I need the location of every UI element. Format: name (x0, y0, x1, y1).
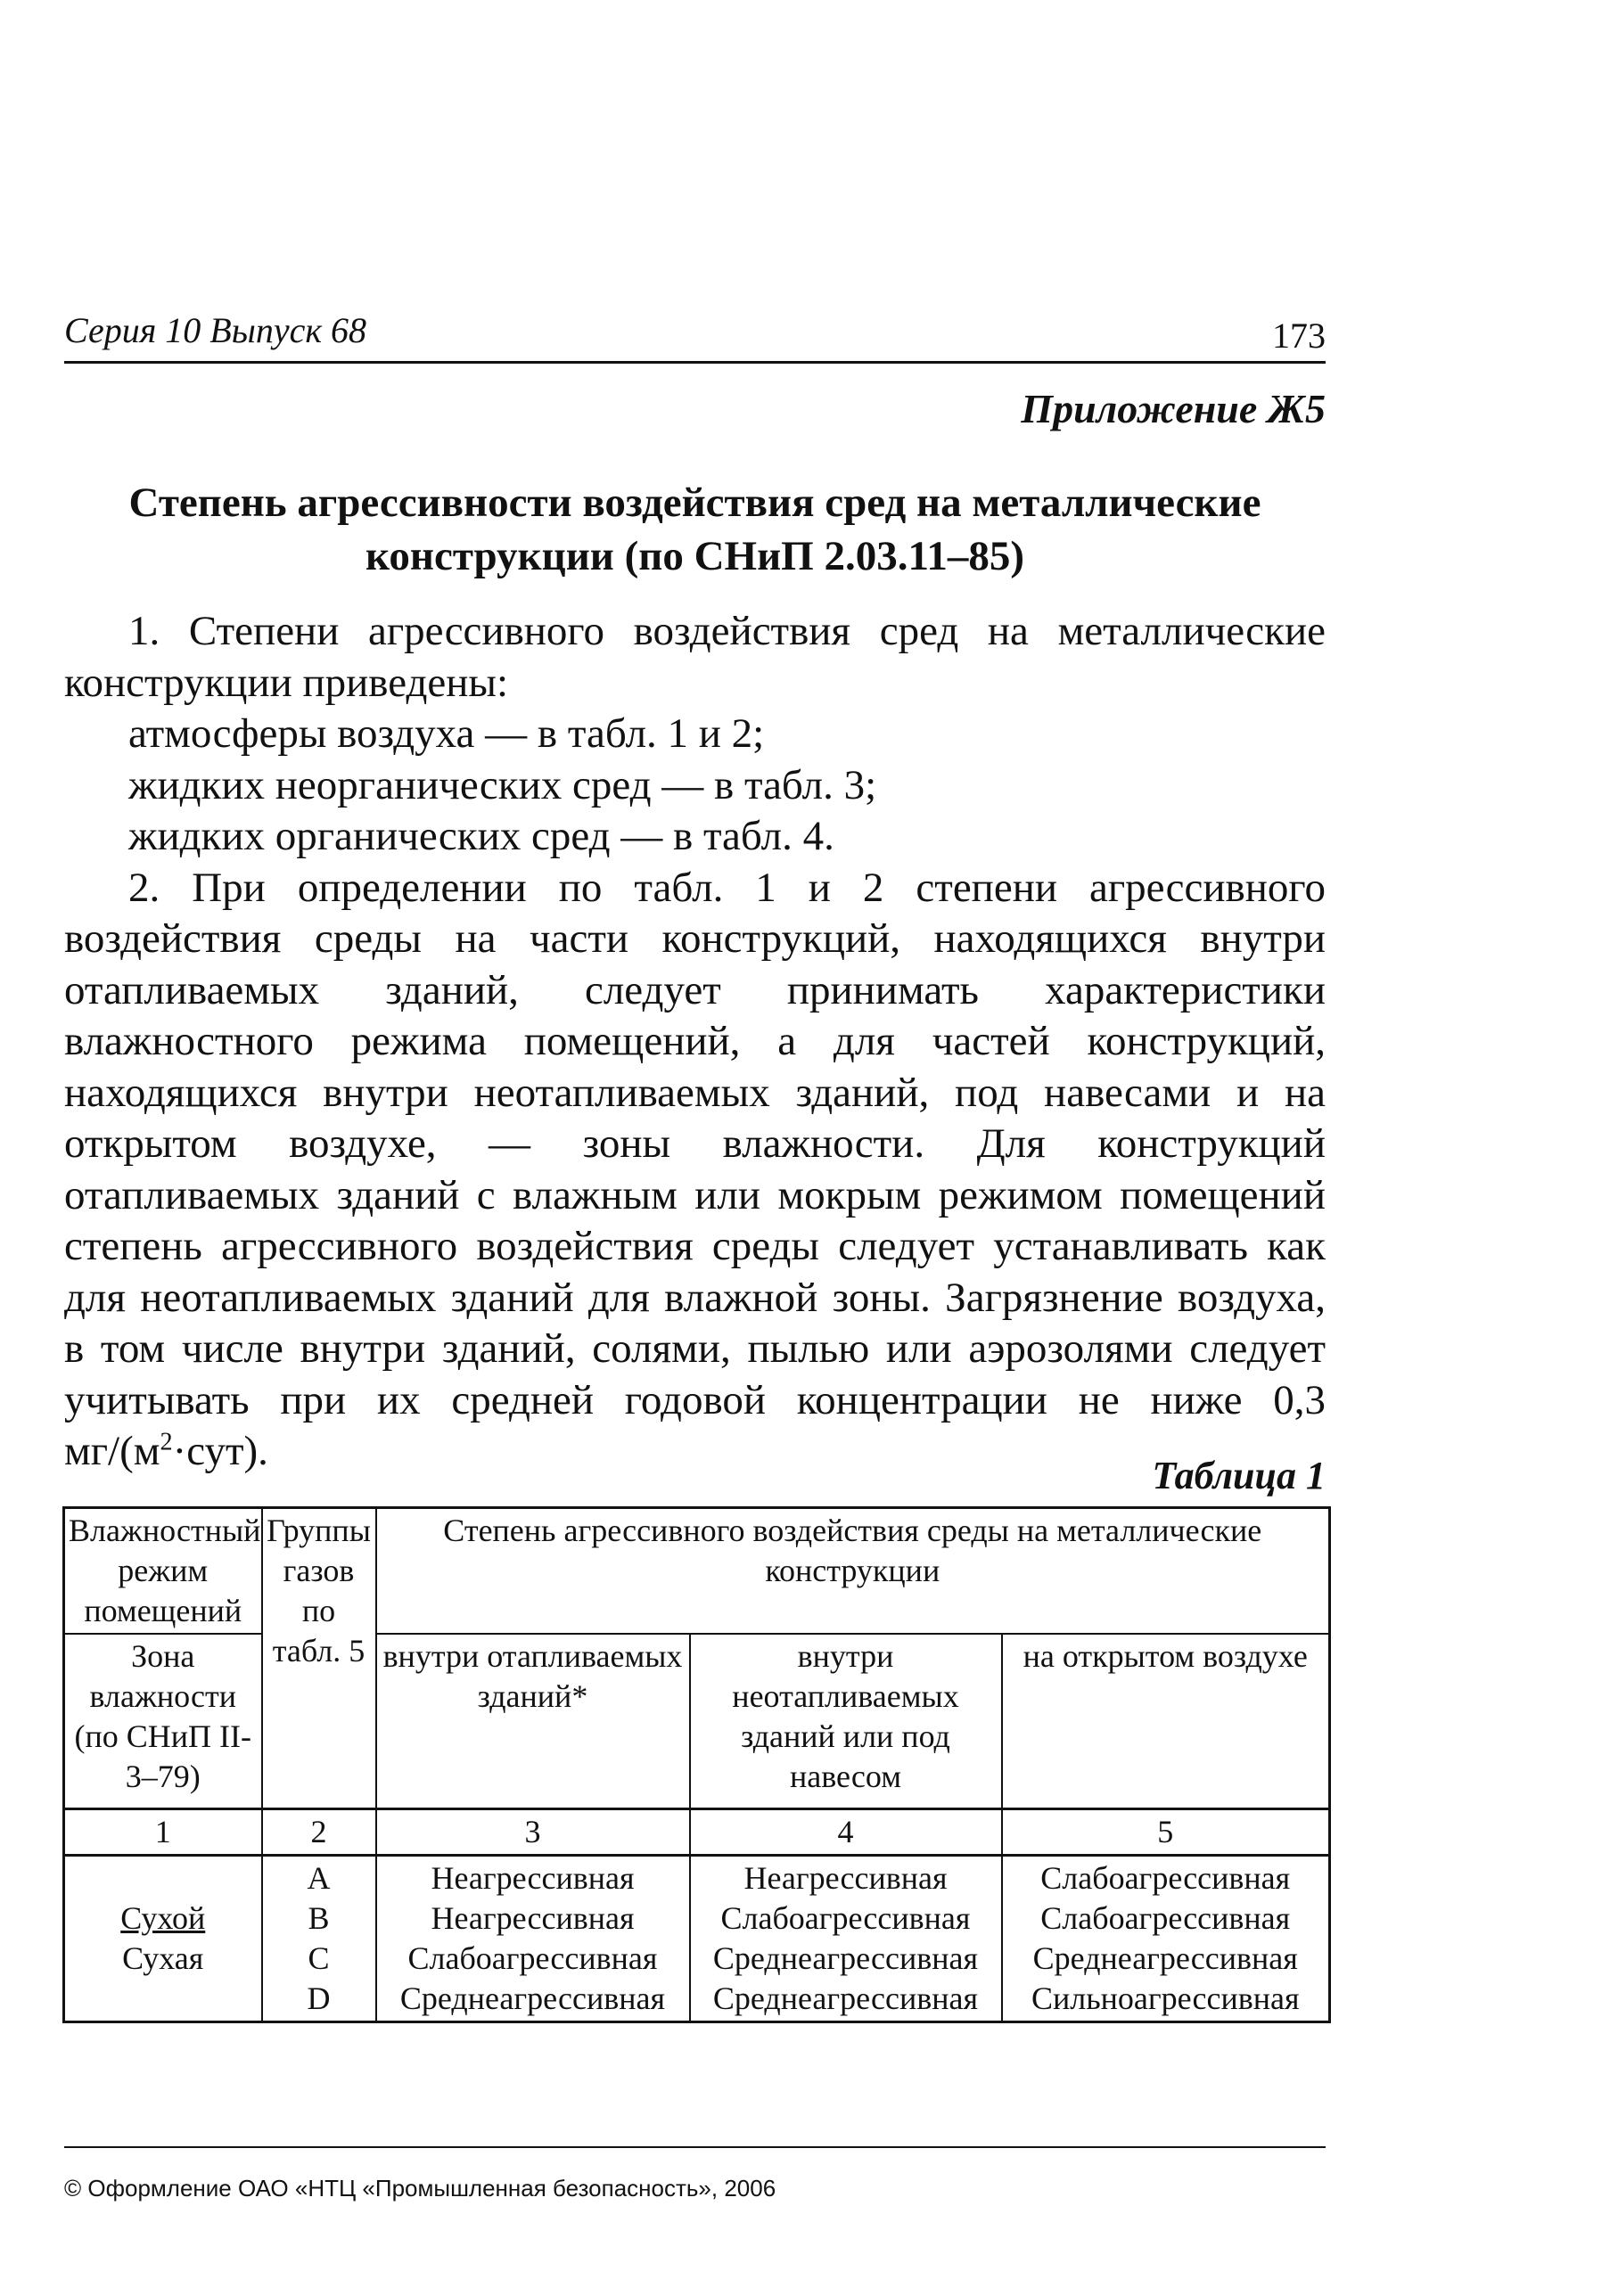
outdoor-values-cell (1002, 1856, 1330, 2022)
paragraph-1: 1. Степени агрессивного воздействия сред на металлические конструкции приведены: (64, 608, 1326, 706)
list-item: жидких неорганических сред — в табл. 3; (128, 761, 877, 808)
document-title (64, 476, 1326, 583)
page-number: 173 (1272, 316, 1326, 356)
header-unheated-buildings: внутри неотапливаемых зданий или под навесом (690, 1634, 1002, 1809)
header-humidity-mode: Влажностный режим помещений (64, 1508, 262, 1635)
column-number: 3 (376, 1809, 690, 1856)
title-line-2: конструкции (по СНиП 2.03.11–85) (365, 533, 1025, 579)
paragraph-2 (64, 863, 1326, 1478)
header-aggressiveness-group: Степень агрессивного воздействия среды на металлические конструкции (376, 1508, 1330, 1635)
row-humidity-label (64, 1856, 262, 2022)
unheated-value: Слабоагрессивная (720, 1900, 971, 1936)
body-text (64, 606, 1326, 1478)
table-header-row (64, 1508, 1330, 1635)
table-row (64, 1856, 1330, 2022)
heated-value: Неагрессивная (431, 1860, 635, 1896)
title-line-1: Степень агрессивности воздействия сред на металлические (128, 480, 1261, 526)
footer-rule (64, 2146, 1326, 2148)
column-number: 5 (1002, 1809, 1330, 1856)
gas-group: B (308, 1900, 330, 1936)
header-outdoor: на открытом воздухе (1002, 1634, 1330, 1809)
table-label: Таблица 1 (1152, 1454, 1326, 1497)
table-subheader-row (64, 1634, 1330, 1809)
heated-value: Неагрессивная (431, 1900, 635, 1936)
header-humidity-zone: Зона влажности (по СНиП II-3–79) (64, 1634, 262, 1809)
unheated-value: Среднеагрессивная (712, 1940, 979, 1976)
unheated-value: Среднеагрессивная (712, 1980, 979, 2016)
outdoor-value: Слабоагрессивная (1040, 1900, 1291, 1936)
unheated-value: Неагрессивная (743, 1860, 948, 1896)
gas-groups-cell (262, 1856, 376, 2022)
paragraph-2-text: 2. При определении по табл. 1 и 2 степени агрессивного воздействия среды на части конструкций, находящихся внутри отапливаемых зданий, следует принимать характеристики влажностного режима помещений, а для частей конструкций, находящихся внутри неотапливаемых зданий, под навесами и на открытом воздухе, — зоны влажности. Для конструкций отапливаемых зданий с влажным или мокрым режимом помещений степень агрессивного воздействия среды следует устанавливать как для неотапливаемых зданий для влажной зоны. Загрязнение воздуха, в том числе внутри зданий, солями, пылью или аэрозолями следует учитывать при их средней годовой концентрации не ниже 0,3 мг/(м (64, 864, 1326, 1474)
outdoor-value: Среднеагрессивная (1032, 1940, 1298, 1976)
gas-group: C (308, 1940, 330, 1976)
gas-group: D (307, 1980, 331, 2016)
heated-value: Слабоагрессивная (407, 1940, 658, 1976)
outdoor-value: Сильноагрессивная (1031, 1980, 1300, 2016)
column-number: 4 (690, 1809, 1002, 1856)
paragraph-2-end: ·сут). (172, 1428, 268, 1474)
appendix-label: Приложение Ж5 (1021, 386, 1326, 431)
heated-value: Среднеагрессивная (399, 1980, 666, 2016)
column-number: 2 (262, 1809, 376, 1856)
list-item: атмосферы воздуха — в табл. 1 и 2; (128, 710, 765, 757)
row-humidity-mode: Сухой (120, 1900, 206, 1936)
list-item: жидких органических сред — в табл. 4. (128, 813, 834, 859)
heated-values-cell (376, 1856, 690, 2022)
gas-group: A (307, 1860, 331, 1896)
header-heated-buildings: внутри отапливаемых зданий* (376, 1634, 690, 1809)
running-header (64, 308, 1326, 364)
row-humidity-zone: Сухая (122, 1940, 204, 1976)
column-number: 1 (64, 1809, 262, 1856)
outdoor-value: Слабоагрессивная (1040, 1860, 1291, 1896)
superscript: 2 (160, 1428, 173, 1456)
aggressiveness-table (62, 1506, 1331, 2023)
series-label: Серия 10 Выпуск 68 (64, 310, 367, 350)
copyright-footer: © Оформление ОАО «НТЦ «Промышленная безопасность», 2006 (64, 2175, 776, 2202)
column-numbers-row (64, 1809, 1330, 1856)
unheated-values-cell (690, 1856, 1002, 2022)
header-gas-groups: Группы газов по табл. 5 (262, 1508, 376, 1809)
